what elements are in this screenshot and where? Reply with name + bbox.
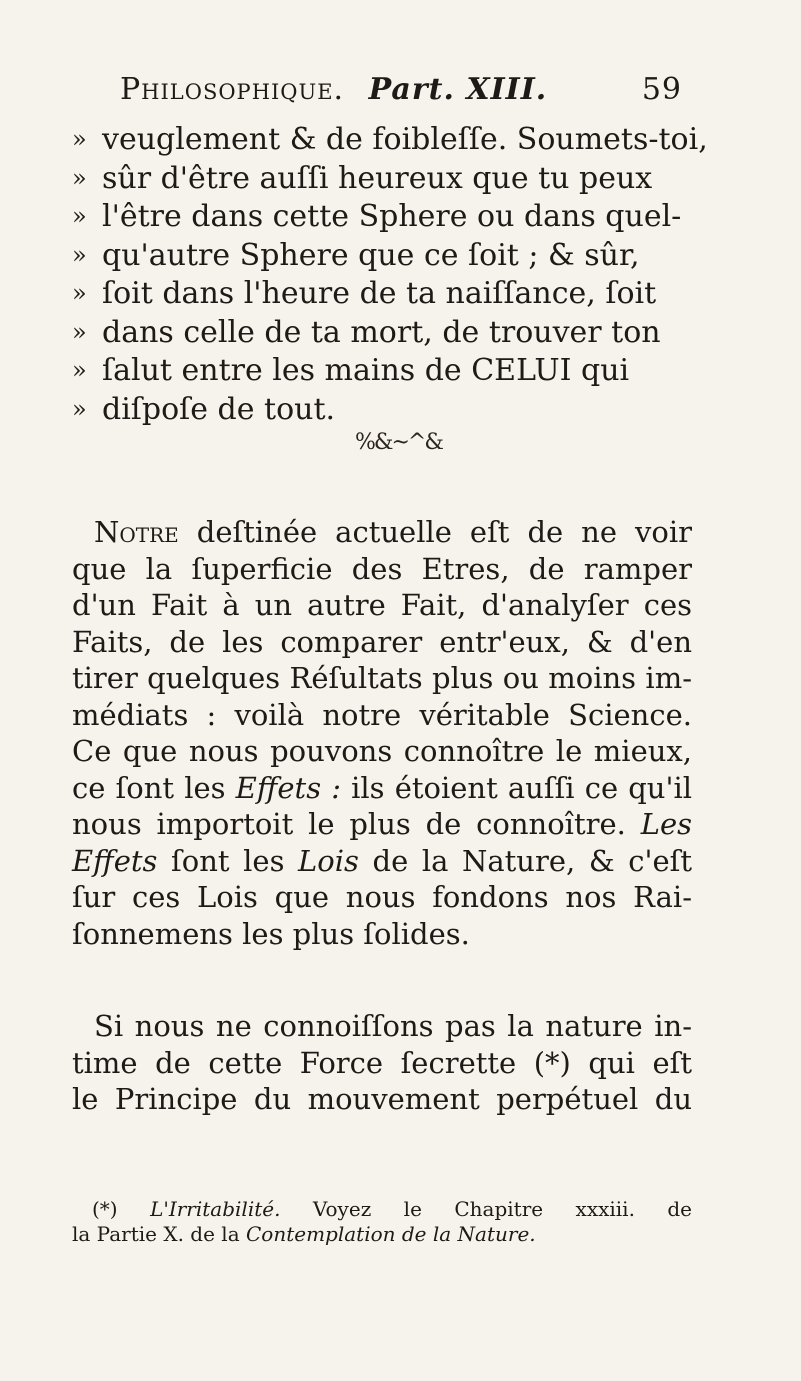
page-number: 59 — [641, 72, 682, 107]
quote-mark: » — [72, 163, 87, 192]
quote-mark: » — [72, 240, 87, 269]
quote-line: » sûr d'être auſſi heureux que tu peux — [72, 160, 653, 196]
quote-mark: » — [72, 356, 87, 384]
text-line: le Principe du mouvement perpétuel du — [72, 1082, 692, 1116]
quote-line: » dans celle de ta mort, de trouver ton — [72, 314, 661, 350]
text-line: que la ſuperficie des Etres, de ramper — [72, 551, 692, 586]
page-header — [120, 72, 690, 107]
section-ornament: %&~^& — [355, 430, 442, 455]
quote-line: » diſpoſe de tout. — [72, 391, 336, 427]
quotation-block — [72, 120, 708, 428]
paragraph-1 — [72, 514, 692, 952]
quote-mark: » — [72, 125, 87, 153]
quote-mark: » — [72, 279, 87, 307]
footnote-line: (*) L'Irritabilité. Voyez le Chapitre xxxiii. de — [92, 1197, 693, 1221]
footnote-term: L'Irritabilité. — [150, 1197, 281, 1221]
quote-mark: » — [72, 317, 87, 346]
text-line: Faits, de les comparer entr'eux, & d'en — [72, 624, 692, 659]
quote-line: » qu'autre Sphere que ce ſoit ; & sûr, — [72, 237, 640, 273]
quote-line: » veuglement & de foibleſſe. Soumets-toi, — [72, 122, 708, 157]
text-line: ce ſont les Effets : ils étoient auſſi ce qu'il — [72, 770, 693, 805]
text-line: médiats : voilà notre véritable Science. — [72, 697, 692, 732]
quote-line: » ſoit dans l'heure de ta naiſſance, ſoit — [72, 276, 657, 311]
text-line: Effets ſont les Lois de la Nature, & c'eſt — [72, 843, 692, 878]
text-line: Ce que nous pouvons connoître le mieux, — [72, 734, 692, 768]
text-line: nous importoit le plus de connoître. Les — [72, 807, 692, 841]
text-line: ſonnemens les plus ſolides. — [72, 916, 470, 951]
text-line: ſur ces Lois que nous fondons nos Rai- — [72, 880, 692, 914]
quote-mark: » — [72, 394, 87, 423]
footnote-line: la Partie X. de la Contemplation de la Nature. — [72, 1222, 536, 1246]
text-line: tirer quelques Réſultats plus ou moins im- — [72, 661, 692, 695]
text-line: d'un Fait à un autre Fait, d'analyſer ces — [72, 588, 692, 622]
paragraph-2 — [72, 1008, 692, 1118]
footnote-marker: (*) — [92, 1197, 118, 1221]
first-word: Notre — [94, 515, 179, 549]
quote-line: » ſalut entre les mains de CELUI qui — [72, 353, 630, 388]
quote-mark: » — [72, 202, 87, 230]
footnote — [72, 1197, 692, 1247]
text-line: Notre deſtinée actuelle eſt de ne voir — [94, 515, 692, 549]
quote-line: » l'être dans cette Sphere ou dans quel- — [72, 199, 682, 234]
part-label: Part. XIII. — [368, 72, 548, 107]
text-line: time de cette Force ſecrette (*) qui eſt — [72, 1045, 692, 1080]
running-title: Philosophique. — [120, 72, 345, 107]
text-line: Si nous ne connoiſſons pas la nature in- — [94, 1009, 692, 1043]
